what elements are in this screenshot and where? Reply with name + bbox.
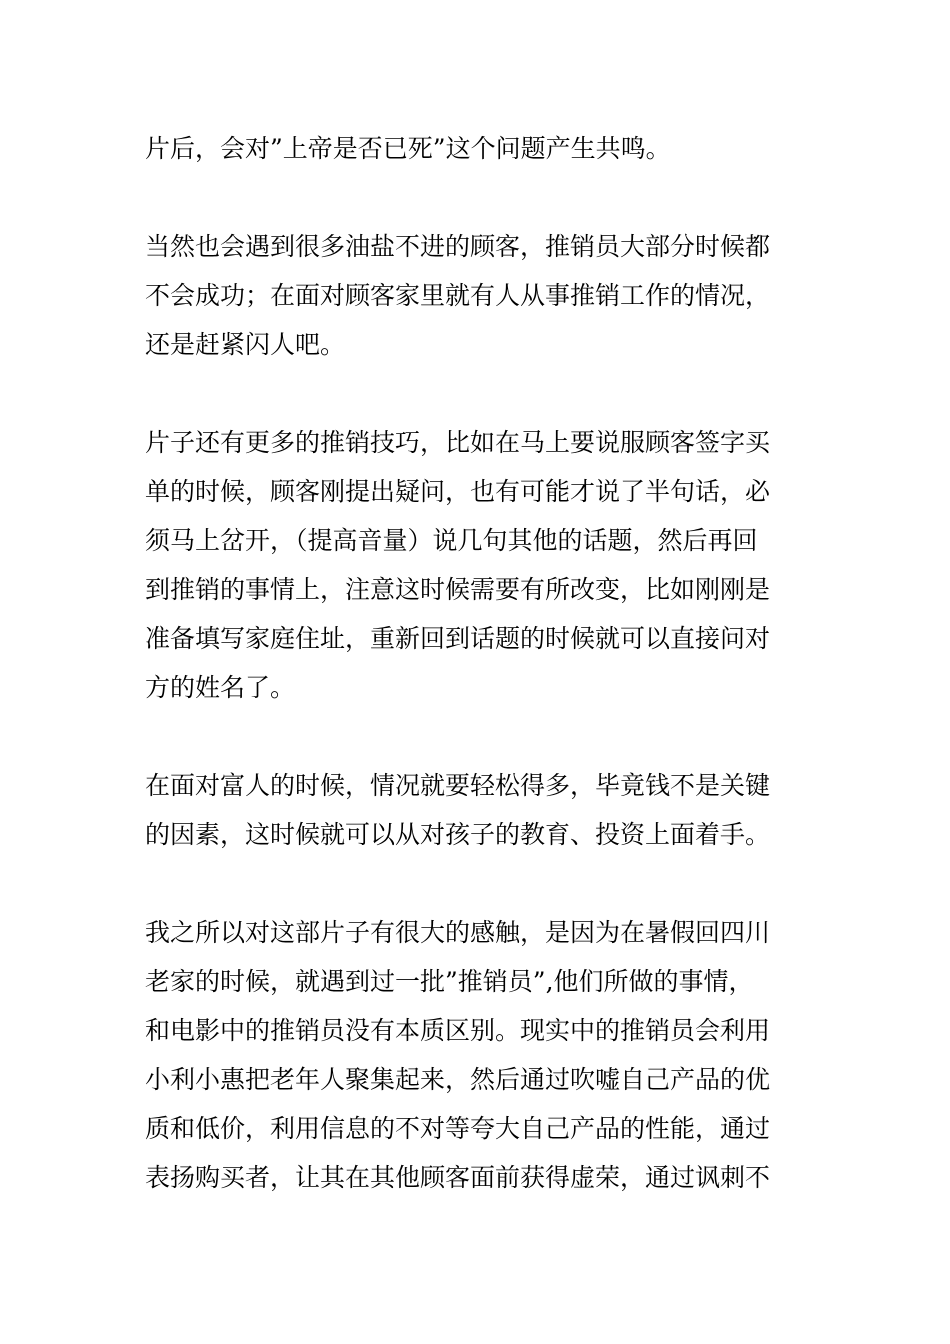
text-line: 须马上岔开，（提高音量）说几句其他的话题，然后再回 bbox=[145, 526, 758, 555]
text-line: 老家的时候，就遇到过一批”推销员”,他们所做的事情， bbox=[145, 967, 754, 996]
text-line: 还是赶紧闪人吧。 bbox=[145, 330, 346, 359]
paragraph-3 bbox=[145, 418, 810, 712]
text-line: 在面对富人的时候，情况就要轻松得多，毕竟钱不是关键 bbox=[145, 771, 771, 800]
document-body bbox=[145, 124, 810, 1251]
text-line: 和电影中的推销员没有本质区别。现实中的推销员会利用 bbox=[145, 1016, 771, 1045]
paragraph-1 bbox=[145, 124, 810, 173]
text-line: 到推销的事情上，注意这时候需要有所改变，比如刚刚是 bbox=[145, 575, 771, 604]
text-line: 质和低价，利用信息的不对等夸大自己产品的性能，通过 bbox=[145, 1114, 771, 1143]
text-line: 当然也会遇到很多油盐不进的顾客，推销员大部分时候都 bbox=[145, 232, 771, 261]
paragraph-5 bbox=[145, 908, 810, 1202]
text-line: 我之所以对这部片子有很大的感触，是因为在暑假回四川 bbox=[145, 918, 771, 947]
text-line: 的因素，这时候就可以从对孩子的教育、投资上面着手。 bbox=[145, 820, 771, 849]
paragraph-4 bbox=[145, 761, 810, 859]
text-line: 小利小惠把老年人聚集起来，然后通过吹嘘自己产品的优 bbox=[145, 1065, 771, 1094]
text-line: 方的姓名了。 bbox=[145, 673, 296, 702]
text-line: 准备填写家庭住址，重新回到话题的时候就可以直接问对 bbox=[145, 624, 771, 653]
text-line: 片子还有更多的推销技巧，比如在马上要说服顾客签字买 bbox=[145, 428, 771, 457]
paragraph-2 bbox=[145, 222, 810, 369]
text-line: 片后，会对”上帝是否已死”这个问题产生共鸣。 bbox=[145, 134, 671, 163]
text-line: 单的时候，顾客刚提出疑问，也有可能才说了半句话，必 bbox=[145, 477, 771, 506]
text-line: 表扬购买者，让其在其他顾客面前获得虚荣，通过讽刺不 bbox=[145, 1163, 771, 1192]
text-line: 不会成功；在面对顾客家里就有人从事推销工作的情况， bbox=[145, 281, 771, 310]
